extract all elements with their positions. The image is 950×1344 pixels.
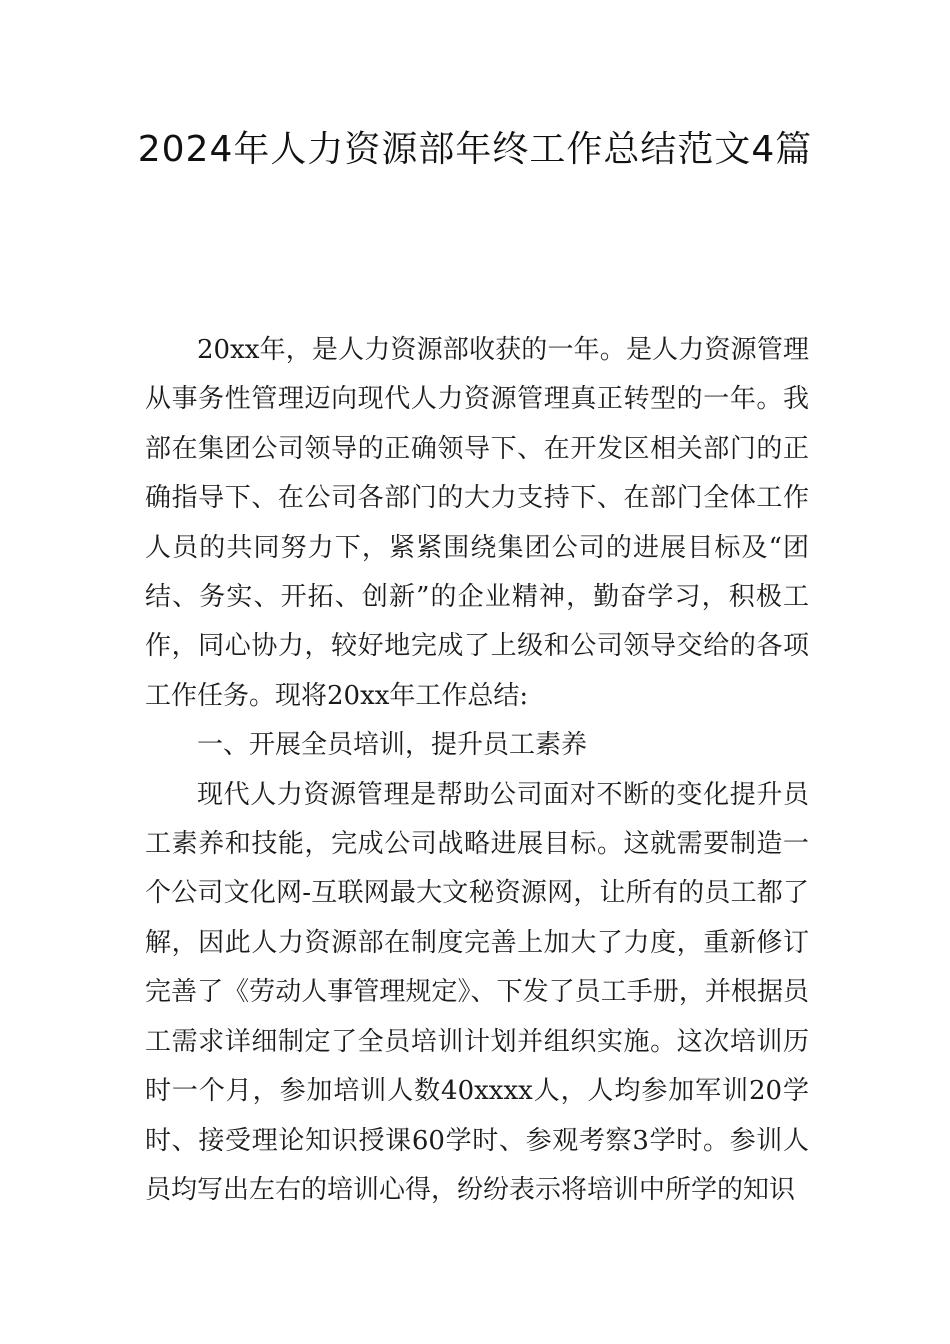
section-heading-training: 一、开展全员培训，提升员工素养	[197, 730, 588, 761]
paragraph-intro: 20xx年，是人力资源部收获的一年。是人力资源管理从事务性管理迈向现代人力资源管理真正转型的一年。我部在集团公司领导的正确领导下、在开发区相关部门的正确指导下、在公司各部门的大力支持下、在部门全体工作人员的共同努力下，紧紧围绕集团公司的进展目标及“团结、务实、开拓、创新”的企业精神，勤奋学习，积极工作，同心协力，较好地完成了上级和公司领导交给的各项工作任务。现将20xx年工作总结:	[145, 335, 809, 711]
paragraph-training: 现代人力资源管理是帮助公司面对不断的变化提升员工素养和技能，完成公司战略进展目标。这就需要制造一个公司文化网-互联网最大文秘资源网，让所有的员工都了解，因此人力资源部在制度完善上加大了力度，重新修订完善了《劳动人事管理规定》、下发了员工手册，并根据员工需求详细制定了全员培训计划并组织实施。这次培训历时一个月，参加培训人数40xxxx人，人均参加军训20学时、接受理论知识授课60学时、参观考察3学时。参训人员均写出左右的培训心得，纷纷表示将培训中所学的知识	[145, 779, 809, 1205]
document-body	[145, 326, 809, 1215]
document-title: 2024年人力资源部年终工作总结范文4篇	[137, 129, 813, 170]
